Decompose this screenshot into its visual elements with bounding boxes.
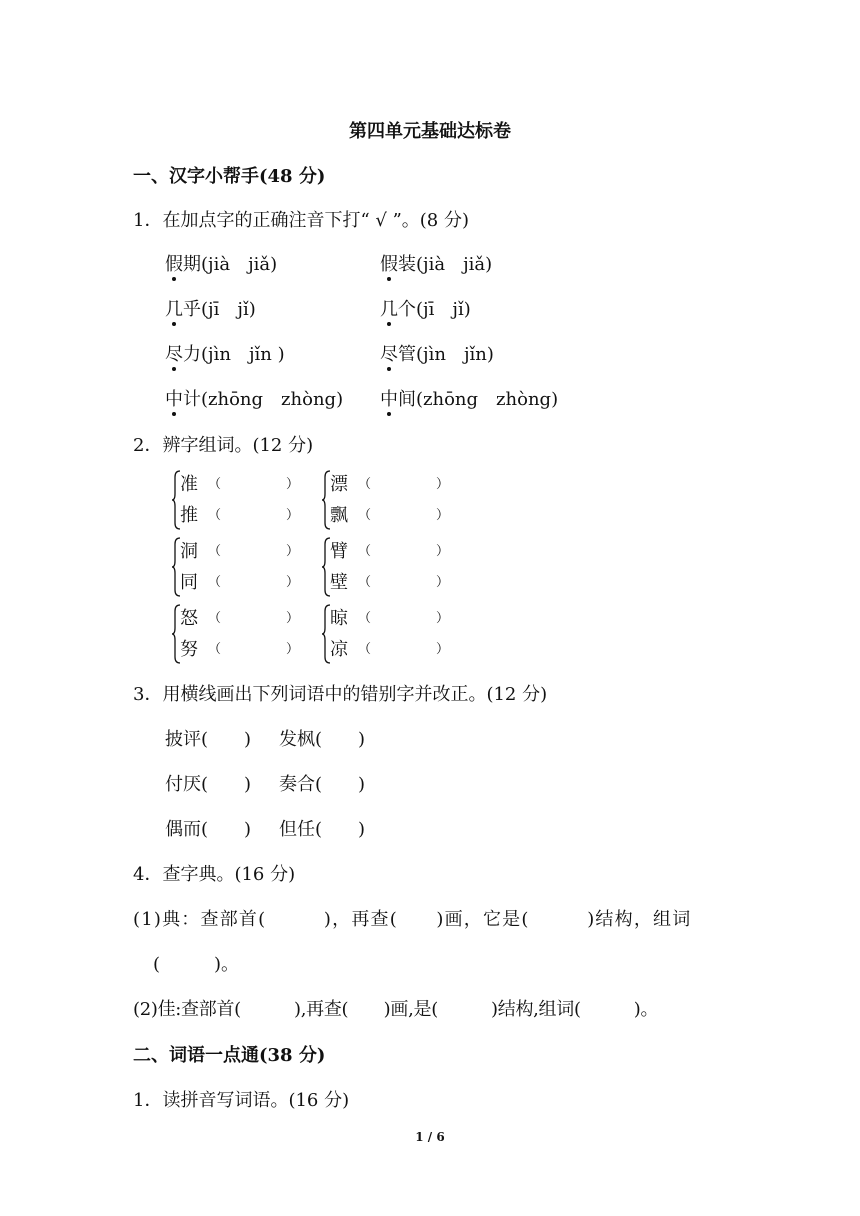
dotted-char: 尽 [380, 340, 398, 366]
q1-item-text: 期(jià jiǎ) [183, 254, 278, 275]
open-paren: （ [208, 611, 222, 626]
pair-char-b: 壁 [330, 572, 348, 593]
char-pair [322, 469, 452, 531]
close-paren: ） [286, 508, 300, 523]
dotted-char: 中 [165, 385, 183, 411]
close-paren: ） [436, 611, 450, 626]
close-paren: ） [286, 544, 300, 559]
q1-item-text: 管(jìn jǐn) [398, 344, 494, 365]
pair-char-a: 漂 [330, 474, 348, 495]
open-paren: （ [358, 642, 372, 657]
dotted-char: 几 [380, 295, 398, 321]
open-paren: （ [208, 508, 222, 523]
q1-item [165, 295, 256, 321]
q1-item-text: 装(jià jiǎ) [398, 254, 493, 275]
q3-item: 但任( ) [279, 819, 366, 840]
q1-item-text: 力(jìn jǐn ) [183, 344, 285, 365]
close-paren: ） [436, 477, 450, 492]
q1-item-text: 计(zhōng zhòng) [183, 389, 344, 410]
q3-item: 偶而( ) [165, 819, 252, 840]
pair-char-b: 同 [180, 572, 198, 593]
pair-char-a: 怒 [180, 608, 198, 629]
q1-item-text: 个(jī jǐ) [398, 299, 471, 320]
open-paren: （ [208, 544, 222, 559]
dotted-char: 几 [165, 295, 183, 321]
q1-label: 1．在加点字的正确注音下打“ √ ”。(8 分) [133, 210, 469, 231]
char-pair [172, 469, 302, 531]
q1-item [380, 250, 492, 276]
dotted-char: 假 [380, 250, 398, 276]
q1-item [380, 385, 558, 411]
pair-char-b: 凉 [330, 639, 348, 660]
open-paren: （ [358, 575, 372, 590]
section1-heading: 一、汉字小帮手(48 分) [133, 166, 326, 187]
pair-char-a: 洞 [180, 541, 198, 562]
open-paren: （ [358, 477, 372, 492]
pair-char-a: 准 [180, 474, 198, 495]
open-paren: （ [208, 477, 222, 492]
close-paren: ） [286, 477, 300, 492]
q4-label: 4．查字典。(16 分) [133, 864, 296, 885]
q1-item [165, 340, 285, 366]
page-number: 1 / 6 [415, 1130, 445, 1144]
pair-char-b: 飘 [330, 505, 348, 526]
close-paren: ） [436, 642, 450, 657]
dotted-char: 中 [380, 385, 398, 411]
close-paren: ） [436, 508, 450, 523]
open-paren: （ [208, 575, 222, 590]
close-paren: ） [436, 544, 450, 559]
pair-char-a: 晾 [330, 608, 348, 629]
q4-line-1: (1)典：查部首( )，再查( )画，它是( )结构，组词 [133, 909, 692, 930]
open-paren: （ [358, 508, 372, 523]
char-pair [172, 603, 302, 665]
close-paren: ） [286, 611, 300, 626]
close-paren: ） [286, 575, 300, 590]
q3-item: 披评( ) [165, 729, 252, 750]
q3-item: 奏合( ) [279, 774, 366, 795]
open-paren: （ [358, 611, 372, 626]
section2-heading: 二、词语一点通(38 分) [133, 1045, 326, 1066]
q2-label: 2．辨字组词。(12 分) [133, 435, 314, 456]
close-paren: ） [286, 642, 300, 657]
q1-item [380, 295, 471, 321]
q3-item: 付厌( ) [165, 774, 252, 795]
q1-item [165, 250, 277, 276]
page-title: 第四单元基础达标卷 [349, 121, 511, 142]
dotted-char: 尽 [165, 340, 183, 366]
q1-item [380, 340, 494, 366]
q3-label: 3．用横线画出下列词语中的错别字并改正。(12 分) [133, 684, 548, 705]
q3-item: 发枫( ) [279, 729, 366, 750]
dotted-char: 假 [165, 250, 183, 276]
open-paren: （ [358, 544, 372, 559]
close-paren: ） [436, 575, 450, 590]
q4-line-3: (2)佳:查部首( ),再查( )画,是( )结构,组词( )。 [133, 999, 659, 1020]
q1-item-text: 乎(jī jǐ) [183, 299, 256, 320]
pair-char-a: 臂 [330, 541, 348, 562]
open-paren: （ [208, 642, 222, 657]
q1-item [165, 385, 343, 411]
pair-char-b: 推 [180, 505, 198, 526]
pair-char-b: 努 [180, 639, 198, 660]
q4-line-2: ( )。 [153, 954, 240, 975]
q1-item-text: 间(zhōng zhòng) [398, 389, 559, 410]
char-pair [172, 536, 302, 598]
s2-q1-label: 1．读拼音写词语。(16 分) [133, 1090, 350, 1111]
char-pair [322, 603, 452, 665]
char-pair [322, 536, 452, 598]
